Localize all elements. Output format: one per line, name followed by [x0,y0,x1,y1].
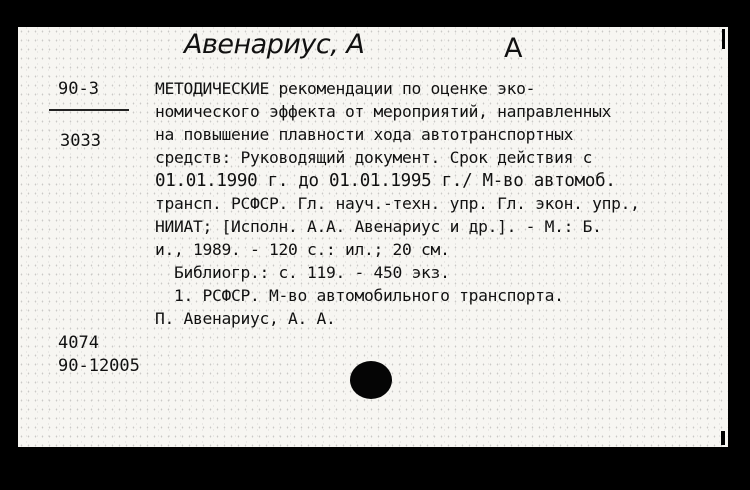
card-line: Библиогр.: с. 119. - 450 экз. [155,263,450,282]
ink-blot [350,361,392,399]
card-line: на повышение плавности хода автотранспортных [155,125,574,144]
card-line: П. Авенариус, А. А. [155,309,336,328]
edge-mark [721,431,725,445]
card-line: 01.01.1990 г. до 01.01.1995 г./ М-во автомоб. [155,171,616,191]
catalog-card [18,27,728,447]
inventory-number: 3033 [60,131,101,151]
card-line: МЕТОДИЧЕСКИЕ рекомендации по оценке эко- [155,79,536,98]
call-number: 90-3 [58,79,99,99]
card-line: 1. РСФСР. М-во автомобильного транспорта. [155,286,564,305]
card-line: номического эффекта от мероприятий, направленных [155,102,612,121]
bottom-number-2: 90-12005 [58,356,140,376]
card-line: средств: Руководящий документ. Срок действия с [155,148,593,167]
bottom-number-1: 4074 [58,333,99,353]
card-line: НИИАТ; [Исполн. А.А. Авенариус и др.]. - М.: Б. [155,217,602,236]
handwritten-author: Авенариус, А [184,29,365,60]
edge-mark [722,29,725,49]
card-line: и., 1989. - 120 с.: ил.; 20 см. [155,240,450,259]
handwritten-letter: А [504,33,522,64]
margin-rule [49,109,129,111]
card-line: трансп. РСФСР. Гл. науч.-техн. упр. Гл. экон. упр., [155,194,640,213]
